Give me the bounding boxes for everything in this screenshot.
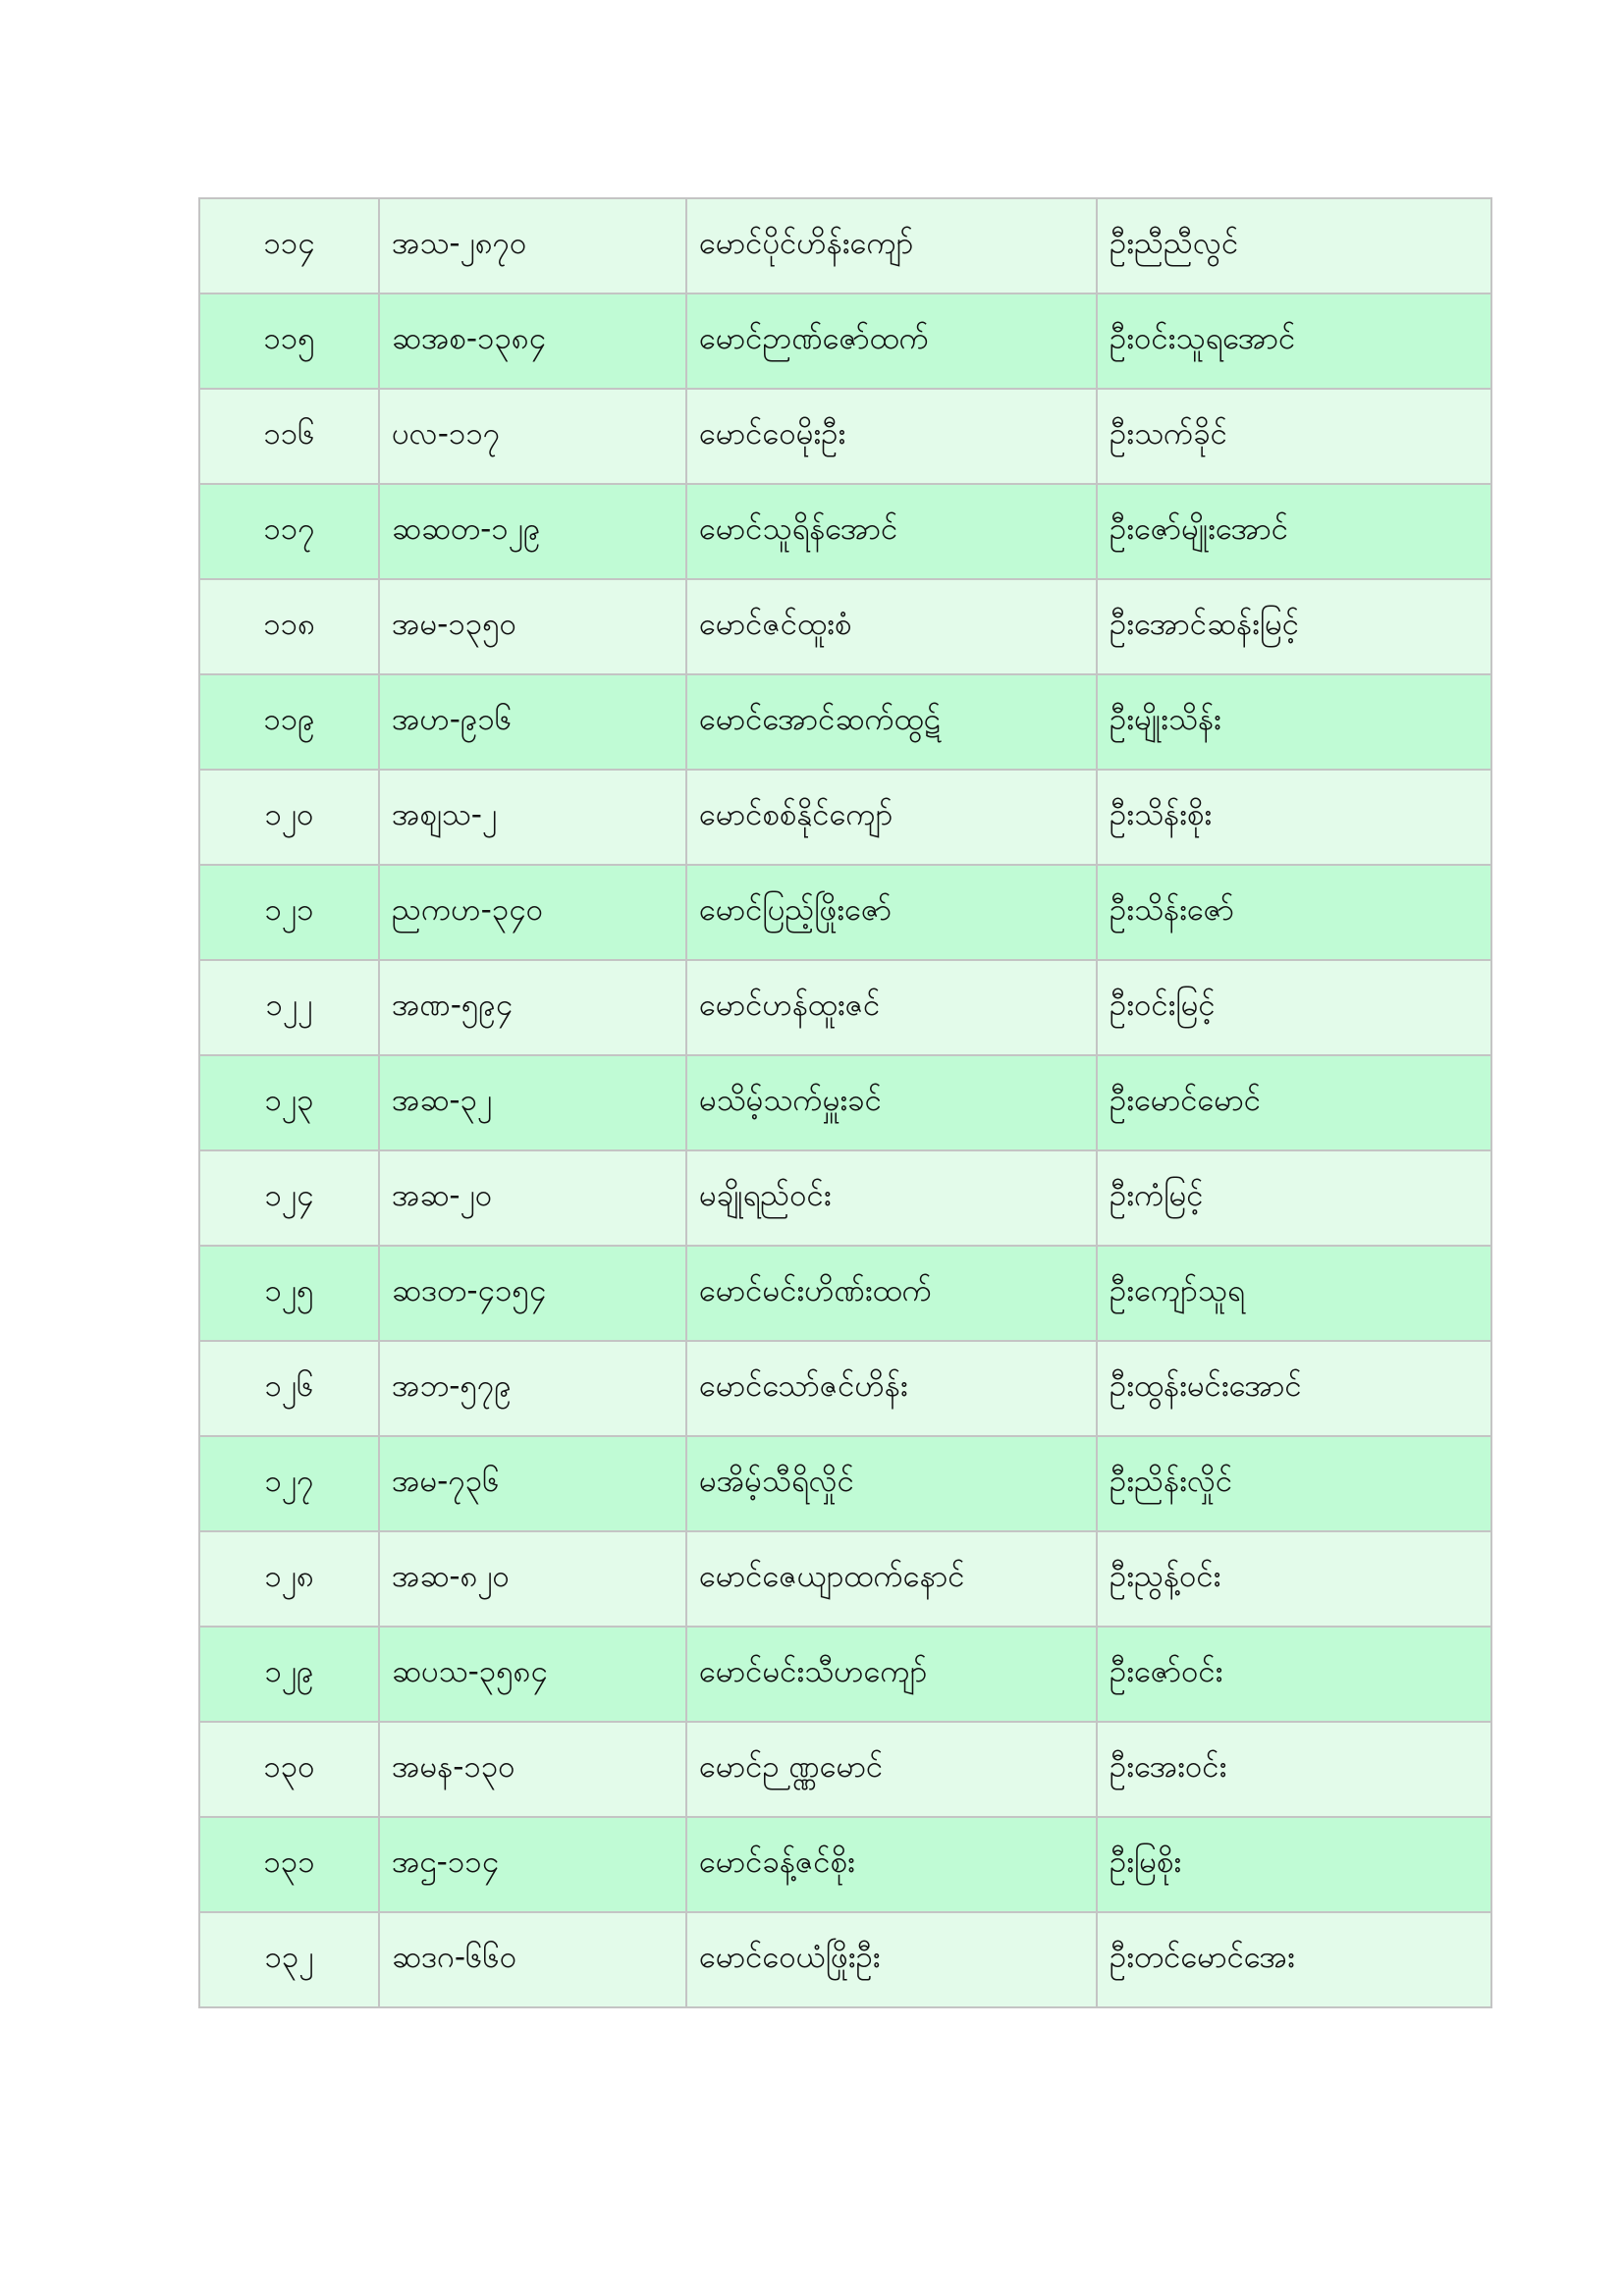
registration-code-cell: အဌ-၁၁၄ [379, 1817, 686, 1912]
student-name-cell: မောင်ဉ ဏ္ဏမောင် [686, 1722, 1097, 1817]
table-row [199, 1341, 1491, 1436]
registration-code-cell: အသ-၂၈၇၀ [379, 198, 686, 294]
student-name-cell: မောင်ဇေယျာထက်နောင် [686, 1531, 1097, 1627]
registration-code-cell: အဏ-၅၉၄ [379, 960, 686, 1055]
table-row [199, 865, 1491, 960]
table-row [199, 770, 1491, 865]
registration-code-cell: ဆဒတ-၄၁၅၄ [379, 1246, 686, 1341]
serial-number-cell: ၁၂၄ [199, 1150, 379, 1246]
table-row [199, 1531, 1491, 1627]
student-name-cell: မသိမ့်သက်မှူးခင် [686, 1055, 1097, 1150]
father-name-cell: ဦးဇော်ဝင်း [1097, 1627, 1491, 1722]
student-name-cell: မောင်သော်ဇင်ဟိန်း [686, 1341, 1097, 1436]
table-row [199, 198, 1491, 294]
father-name-cell: ဦးမျိုးသိန်း [1097, 674, 1491, 770]
serial-number-cell: ၁၂၀ [199, 770, 379, 865]
student-name-cell: မချိုရည်ဝင်း [686, 1150, 1097, 1246]
registration-code-cell: ဆပသ-၃၅၈၄ [379, 1627, 686, 1722]
table-row [199, 1436, 1491, 1531]
father-name-cell: ဦးသက်ခိုင် [1097, 389, 1491, 484]
serial-number-cell: ၁၃၁ [199, 1817, 379, 1912]
serial-number-cell: ၁၂၆ [199, 1341, 379, 1436]
registration-code-cell: အမ-၇၃၆ [379, 1436, 686, 1531]
serial-number-cell: ၁၃၂ [199, 1912, 379, 2007]
table-row [199, 960, 1491, 1055]
father-name-cell: ဦးမောင်မောင် [1097, 1055, 1491, 1150]
father-name-cell: ဦးဇော်မျိုးအောင် [1097, 484, 1491, 579]
serial-number-cell: ၁၂၅ [199, 1246, 379, 1341]
table-row [199, 579, 1491, 674]
father-name-cell: ဦးတင်မောင်အေး [1097, 1912, 1491, 2007]
student-name-cell: မောင်ခန့်ဇင်စိုး [686, 1817, 1097, 1912]
father-name-cell: ဦးသိန်းစိုး [1097, 770, 1491, 865]
table-row [199, 1912, 1491, 2007]
father-name-cell: ဦးညွန့်ဝင်း [1097, 1531, 1491, 1627]
serial-number-cell: ၁၁၉ [199, 674, 379, 770]
table-row [199, 484, 1491, 579]
registration-code-cell: ဆဒဂ-၆၆၀ [379, 1912, 686, 2007]
father-name-cell: ဦးကံမြင့် [1097, 1150, 1491, 1246]
table-body [199, 198, 1491, 2007]
registration-code-cell: ပလ-၁၁၇ [379, 389, 686, 484]
registration-code-cell: ဆဆတ-၁၂၉ [379, 484, 686, 579]
serial-number-cell: ၁၂၉ [199, 1627, 379, 1722]
registration-code-cell: အဟ-၉၁၆ [379, 674, 686, 770]
father-name-cell: ဦးညိန်းလှိုင် [1097, 1436, 1491, 1531]
serial-number-cell: ၁၂၂ [199, 960, 379, 1055]
registration-code-cell: အဆ-၂၀ [379, 1150, 686, 1246]
registration-code-cell: အဆ-၈၂၀ [379, 1531, 686, 1627]
student-name-cell: မောင်သူရိန်အောင် [686, 484, 1097, 579]
table-row [199, 294, 1491, 389]
father-name-cell: ဦးမြစိုး [1097, 1817, 1491, 1912]
registration-code-cell: အမ-၁၃၅၀ [379, 579, 686, 674]
student-name-cell: မောင်ပြည့်ဖြိုးဇော် [686, 865, 1097, 960]
father-name-cell: ဦးဝင်းမြင့် [1097, 960, 1491, 1055]
serial-number-cell: ၁၂၈ [199, 1531, 379, 1627]
serial-number-cell: ၁၁၇ [199, 484, 379, 579]
father-name-cell: ဦးဝင်းသူရအောင် [1097, 294, 1491, 389]
serial-number-cell: ၁၁၅ [199, 294, 379, 389]
father-name-cell: ဦးသိန်းဇော် [1097, 865, 1491, 960]
table-row [199, 1817, 1491, 1912]
student-name-cell: မောင်စစ်နိုင်ကျော် [686, 770, 1097, 865]
table-row [199, 674, 1491, 770]
serial-number-cell: ၁၂၇ [199, 1436, 379, 1531]
serial-number-cell: ၁၂၃ [199, 1055, 379, 1150]
registration-code-cell: ဆအစ-၁၃၈၄ [379, 294, 686, 389]
registration-code-cell: အစျသ-၂ [379, 770, 686, 865]
serial-number-cell: ၁၁၄ [199, 198, 379, 294]
student-name-cell: မောင်အောင်ဆက်ထွဋ် [686, 674, 1097, 770]
student-name-cell: မောင်မင်းသီဟကျော် [686, 1627, 1097, 1722]
serial-number-cell: ၁၁၆ [199, 389, 379, 484]
table-row [199, 1055, 1491, 1150]
father-name-cell: ဦးကျော်သူရ [1097, 1246, 1491, 1341]
serial-number-cell: ၁၂၁ [199, 865, 379, 960]
student-name-cell: မောင်ဝေယံဖြိုးဦး [686, 1912, 1097, 2007]
table-row [199, 1722, 1491, 1817]
serial-number-cell: ၁၁၈ [199, 579, 379, 674]
student-list-table [198, 197, 1492, 2008]
table-row [199, 1150, 1491, 1246]
student-name-cell: မအိမ့်သီရိလှိုင် [686, 1436, 1097, 1531]
father-name-cell: ဦးအောင်ဆန်းမြင့် [1097, 579, 1491, 674]
registration-code-cell: အမန-၁၃၀ [379, 1722, 686, 1817]
father-name-cell: ဦးညီညီလွင် [1097, 198, 1491, 294]
table-row [199, 389, 1491, 484]
registration-code-cell: ညကဟ-၃၄၀ [379, 865, 686, 960]
table-row [199, 1627, 1491, 1722]
father-name-cell: ဦးထွန်းမင်းအောင် [1097, 1341, 1491, 1436]
table-row [199, 1246, 1491, 1341]
student-name-cell: မောင်ဟန်ထူးဇင် [686, 960, 1097, 1055]
student-name-cell: မောင်မင်းဟိဏ်းထက် [686, 1246, 1097, 1341]
student-name-cell: မောင်ပိုင်ဟိန်းကျော် [686, 198, 1097, 294]
student-name-cell: မောင်ဝေမိုးဦး [686, 389, 1097, 484]
student-name-cell: မောင်ဇင်ထူးစံ [686, 579, 1097, 674]
serial-number-cell: ၁၃၀ [199, 1722, 379, 1817]
student-name-cell: မောင်ဉာဏ်ဇော်ထက် [686, 294, 1097, 389]
registration-code-cell: အဘ-၅၇၉ [379, 1341, 686, 1436]
father-name-cell: ဦးအေးဝင်း [1097, 1722, 1491, 1817]
registration-code-cell: အဆ-၃၂ [379, 1055, 686, 1150]
